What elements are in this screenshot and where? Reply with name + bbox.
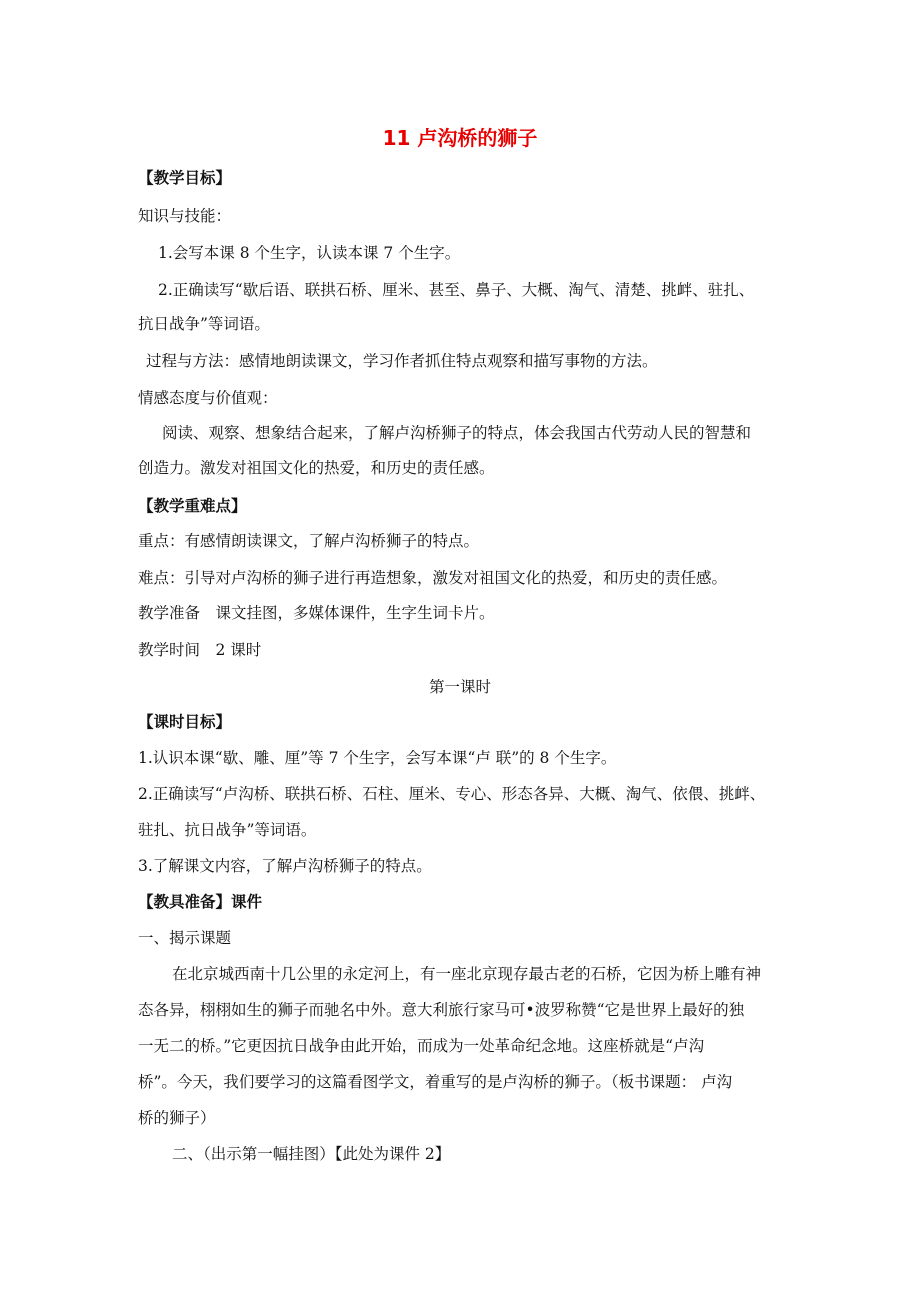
text-line: 1.会写本课 8 个生字，认读本课 7 个生字。	[158, 244, 461, 262]
text-line: 过程与方法：感情地朗读课文，学习作者抓住特点观察和描写事物的方法。	[146, 352, 658, 370]
section-heading-materials: 【教具准备】课件	[138, 892, 263, 911]
text-line: 一、揭示课题	[138, 929, 232, 947]
text-line: 桥的狮子）	[138, 1109, 216, 1127]
text-line: 情感态度与价值观：	[138, 389, 278, 407]
text-line: 创造力。激发对祖国文化的热爱，和历史的责任感。	[138, 459, 495, 477]
text-line: 桥”。今天，我们要学习的这篇看图学文，着重写的是卢沟桥的狮子。（板书课题： 卢沟	[138, 1073, 733, 1091]
document-title: 11 卢沟桥的狮子	[382, 126, 538, 150]
text-line: 3.了解课文内容，了解卢沟桥狮子的特点。	[138, 857, 432, 875]
section-heading-teaching-goals: 【教学目标】	[138, 168, 232, 187]
text-line: 2.正确读写“歇后语、联拱石桥、厘米、甚至、鼻子、大概、淘气、清楚、挑衅、驻扎、	[158, 281, 755, 299]
text-line: 教学准备 课文挂图，多媒体课件，生字生词卡片。	[138, 604, 495, 622]
text-line: 知识与技能：	[138, 207, 232, 225]
text-line: 态各异，栩栩如生的狮子而驰名中外。意大利旅行家马可•波罗称赞“它是世界上最好的独	[138, 1001, 745, 1019]
text-line: 1.认识本课“歇、雕、厘”等 7 个生字，会写本课“卢 联”的 8 个生字。	[138, 749, 617, 767]
text-line: 难点：引导对卢沟桥的狮子进行再造想象，激发对祖国文化的热爱，和历史的责任感。	[138, 569, 728, 587]
text-line: 一无二的桥。”它更因抗日战争由此开始，而成为一处革命纪念地。这座桥就是“卢沟	[138, 1037, 705, 1055]
text-line: 教学时间 2 课时	[138, 641, 262, 659]
text-line: 重点：有感情朗读课文，了解卢沟桥狮子的特点。	[138, 532, 480, 550]
text-line: 2.正确读写“卢沟桥、联拱石桥、石柱、厘米、专心、形态各异、大概、淘气、依偎、挑衅、	[138, 785, 766, 803]
text-line: 二、（出示第一幅挂图）【此处为课件 2】	[172, 1145, 451, 1163]
section-heading-key-points: 【教学重难点】	[138, 496, 247, 515]
text-line: 驻扎、抗日战争”等词语。	[138, 821, 317, 839]
text-line: 阅读、观察、想象结合起来，了解卢沟桥狮子的特点，体会我国古代劳动人民的智慧和	[162, 424, 752, 442]
section-heading-lesson-goals: 【课时目标】	[138, 712, 232, 731]
text-line: 在北京城西南十几公里的永定河上，有一座北京现存最古老的石桥，它因为桥上雕有神	[172, 965, 762, 983]
text-line: 抗日战争”等词语。	[138, 315, 270, 333]
lesson-heading: 第一课时	[428, 678, 491, 696]
